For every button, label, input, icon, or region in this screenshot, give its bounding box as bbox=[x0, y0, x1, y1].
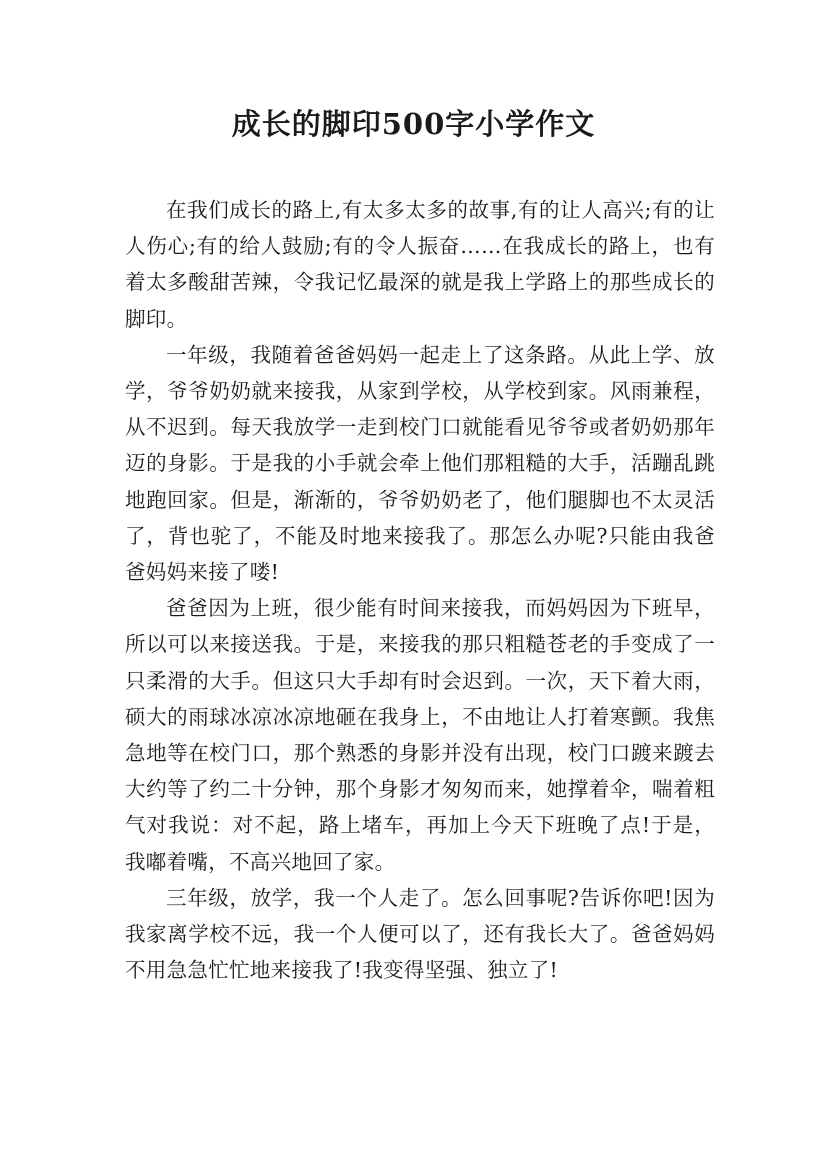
essay-body bbox=[125, 192, 715, 988]
paragraph-1: 在我们成长的路上,有太多太多的故事,有的让人高兴;有的让人伤心;有的给人鼓励;有的令人振奋……在我成长的路上，也有着太多酸甜苦辣，令我记忆最深的就是我上学路上的那些成长的脚印。 bbox=[125, 198, 715, 331]
paragraph-4: 三年级，放学，我一个人走了。怎么回事呢?告诉你吧!因为我家离学校不远，我一个人便可以了，还有我长大了。爸爸妈妈不用急急忙忙地来接我了!我变得坚强、独立了! bbox=[125, 885, 715, 983]
paragraph-3: 爸爸因为上班，很少能有时间来接我，而妈妈因为下班早，所以可以来接送我。于是，来接我的那只粗糙苍老的手变成了一只柔滑的大手。但这只大手却有时会迟到。一次，天下着大雨，硕大的雨球冰凉冰凉地砸在我身上，不由地让人打着寒颤。我焦急地等在校门口，那个熟悉的身影并没有出现，校门口踱来踱去大约等了约二十分钟，那个身影才匆匆而来，她撑着伞，喘着粗气对我说：对不起，路上堵车，再加上今天下班晚了点!于是，我嘟着嘴，不高兴地回了家。 bbox=[125, 596, 715, 874]
paragraph-2: 一年级，我随着爸爸妈妈一起走上了这条路。从此上学、放学，爷爷奶奶就来接我，从家到学校，从学校到家。风雨兼程，从不迟到。每天我放学一走到校门口就能看见爷爷或者奶奶那年迈的身影。于是我的小手就会牵上他们那粗糙的大手，活蹦乱跳地跑回家。但是，渐渐的，爷爷奶奶老了，他们腿脚也不太灵活了，背也驼了，不能及时地来接我了。那怎么办呢?只能由我爸爸妈妈来接了喽! bbox=[125, 342, 715, 585]
page-title: 成长的脚印500字小学作文 bbox=[231, 107, 596, 141]
